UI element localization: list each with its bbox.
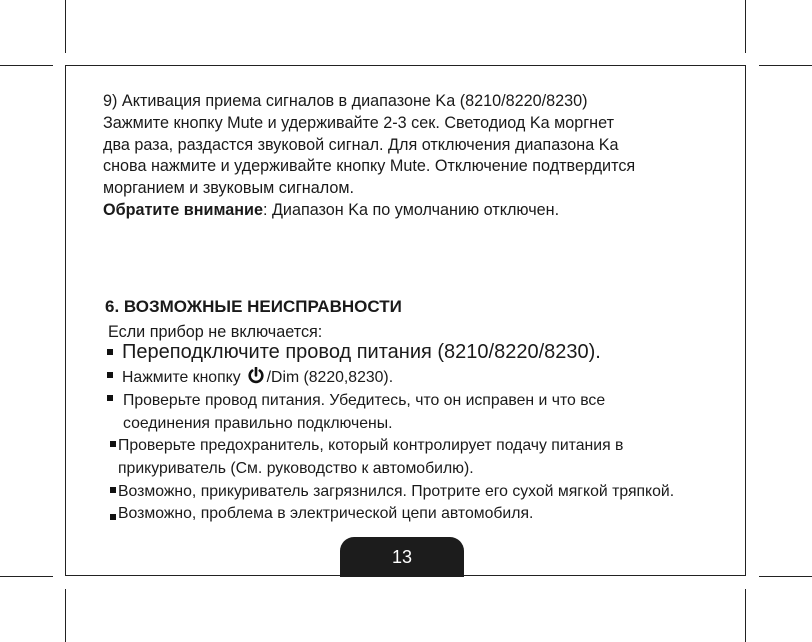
crop-mark — [745, 0, 746, 53]
bullet-marker — [110, 514, 116, 520]
list-item — [122, 367, 393, 390]
note-label: Обратите внимание — [103, 200, 263, 219]
list-item-text: Проверьте предохранитель, который контролирует подачу питания в — [118, 437, 624, 454]
list-item — [118, 503, 533, 524]
list-item — [123, 390, 605, 411]
list-item-continuation — [123, 413, 393, 434]
list-item-text: Нажмите кнопку — [122, 369, 241, 386]
list-item-text: соединения правильно подключены. — [123, 415, 393, 432]
crop-mark — [759, 65, 812, 66]
list-item-text: прикуриватель (См. руководство к автомобилю). — [118, 460, 474, 477]
crop-mark — [65, 0, 66, 53]
section-subheading: Если прибор не включается: — [108, 323, 323, 341]
power-icon — [247, 367, 265, 390]
crop-mark — [0, 576, 53, 577]
ka-activation-paragraph — [103, 91, 635, 222]
note-line — [103, 200, 635, 222]
bullet-marker — [107, 349, 113, 355]
note-text: : Диапазон Ka по умолчанию отключен. — [262, 200, 560, 219]
list-item-continuation — [118, 458, 474, 479]
crop-mark — [0, 65, 53, 66]
page-number: 13 — [391, 547, 413, 567]
list-item — [118, 481, 674, 502]
list-item-text: Переподключите провод питания (8210/8220/8230). — [122, 341, 601, 363]
paragraph-line: Зажмите кнопку Mute и удерживайте 2-3 сек. Светодиод Ka моргнет — [103, 113, 615, 132]
crop-mark — [759, 576, 812, 577]
bullet-marker — [107, 395, 113, 401]
list-item-text: Проверьте провод питания. Убедитесь, что он исправен и что все — [123, 392, 606, 409]
bullet-marker — [110, 487, 116, 493]
section-heading: 6. ВОЗМОЖНЫЕ НЕИСПРАВНОСТИ — [105, 297, 402, 316]
list-item — [118, 435, 623, 456]
paragraph-line: 9) Активация приема сигналов в диапазоне Ka (8210/8220/8230) — [103, 92, 588, 110]
crop-mark — [65, 589, 66, 642]
list-item-text: Возможно, прикуриватель загрязнился. Протрите его сухой мягкой тряпкой. — [118, 483, 675, 500]
paragraph-line: морганием и звуковым сигналом. — [103, 179, 354, 198]
list-item — [122, 342, 601, 364]
list-item-text: /Dim (8220,8230). — [266, 369, 394, 386]
paragraph-line: снова нажмите и удерживайте кнопку Mute. Отключение подтвердится — [103, 157, 636, 176]
list-item-text: Возможно, проблема в электрической цепи автомобиля. — [118, 505, 534, 522]
paragraph-line: два раза, раздастся звуковой сигнал. Для отключения диапазона Ka — [103, 135, 619, 154]
crop-mark — [745, 589, 746, 642]
bullet-marker — [110, 441, 116, 447]
bullet-marker — [107, 372, 113, 378]
